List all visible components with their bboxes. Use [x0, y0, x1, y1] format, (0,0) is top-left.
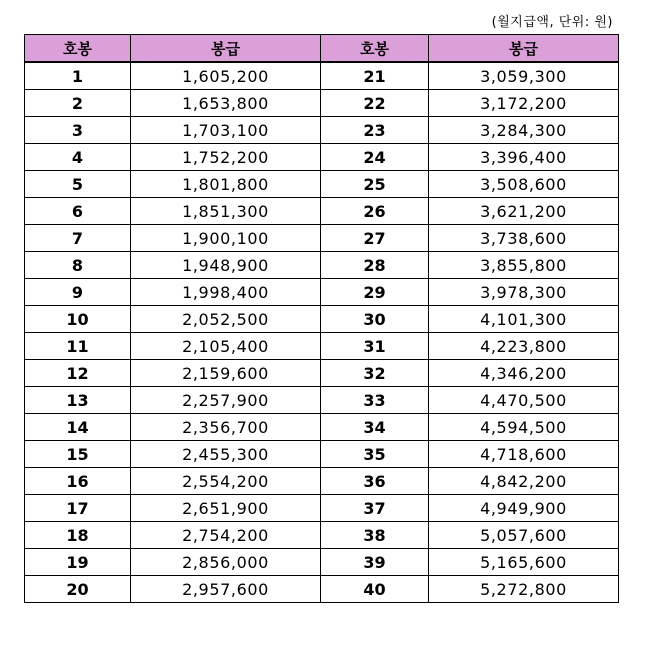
grade-right-cell: 38 [321, 522, 429, 549]
header-grade-right: 호봉 [321, 35, 429, 63]
table-row [25, 225, 619, 252]
grade-right-cell: 26 [321, 198, 429, 225]
grade-right-cell: 35 [321, 441, 429, 468]
grade-left-cell: 3 [25, 117, 131, 144]
grade-left-cell: 11 [25, 333, 131, 360]
grade-right-cell: 23 [321, 117, 429, 144]
grade-right-cell: 39 [321, 549, 429, 576]
grade-left-cell: 17 [25, 495, 131, 522]
grade-right-cell: 40 [321, 576, 429, 603]
grade-left-cell: 16 [25, 468, 131, 495]
salary-left-cell: 1,703,100 [131, 117, 321, 144]
grade-right-cell: 34 [321, 414, 429, 441]
salary-right-cell: 3,396,400 [429, 144, 619, 171]
table-row [25, 144, 619, 171]
salary-right-cell: 4,470,500 [429, 387, 619, 414]
header-row [25, 35, 619, 63]
table-row [25, 90, 619, 117]
grade-left-cell: 14 [25, 414, 131, 441]
table-row [25, 549, 619, 576]
table-row [25, 468, 619, 495]
unit-note: (월지급액, 단위: 원) [491, 15, 613, 30]
grade-left-cell: 5 [25, 171, 131, 198]
header-salary-left: 봉급 [131, 35, 321, 63]
salary-right-cell: 4,842,200 [429, 468, 619, 495]
table-row [25, 252, 619, 279]
grade-right-cell: 30 [321, 306, 429, 333]
table-row [25, 171, 619, 198]
grade-right-cell: 21 [321, 62, 429, 90]
table-row [25, 414, 619, 441]
salary-right-cell: 3,508,600 [429, 171, 619, 198]
salary-right-cell: 5,272,800 [429, 576, 619, 603]
salary-left-cell: 1,900,100 [131, 225, 321, 252]
grade-left-cell: 19 [25, 549, 131, 576]
grade-left-cell: 13 [25, 387, 131, 414]
salary-right-cell: 3,172,200 [429, 90, 619, 117]
table-row [25, 495, 619, 522]
salary-left-cell: 2,554,200 [131, 468, 321, 495]
table-row [25, 279, 619, 306]
salary-left-cell: 2,651,900 [131, 495, 321, 522]
grade-right-cell: 37 [321, 495, 429, 522]
grade-right-cell: 36 [321, 468, 429, 495]
salary-left-cell: 1,605,200 [131, 62, 321, 90]
salary-right-cell: 3,621,200 [429, 198, 619, 225]
grade-left-cell: 9 [25, 279, 131, 306]
salary-left-cell: 2,455,300 [131, 441, 321, 468]
grade-left-cell: 10 [25, 306, 131, 333]
table-row [25, 522, 619, 549]
salary-left-cell: 2,754,200 [131, 522, 321, 549]
header-salary-right: 봉급 [429, 35, 619, 63]
grade-right-cell: 31 [321, 333, 429, 360]
table-row [25, 360, 619, 387]
salary-left-cell: 2,356,700 [131, 414, 321, 441]
grade-left-cell: 15 [25, 441, 131, 468]
salary-left-cell: 2,257,900 [131, 387, 321, 414]
table-row [25, 576, 619, 603]
table-row [25, 62, 619, 90]
grade-left-cell: 7 [25, 225, 131, 252]
table-row [25, 117, 619, 144]
grade-right-cell: 29 [321, 279, 429, 306]
grade-left-cell: 1 [25, 62, 131, 90]
salary-left-cell: 2,052,500 [131, 306, 321, 333]
salary-right-cell: 5,057,600 [429, 522, 619, 549]
salary-left-cell: 2,105,400 [131, 333, 321, 360]
grade-right-cell: 32 [321, 360, 429, 387]
salary-left-cell: 1,998,400 [131, 279, 321, 306]
salary-left-cell: 2,159,600 [131, 360, 321, 387]
grade-left-cell: 2 [25, 90, 131, 117]
header-grade-left: 호봉 [25, 35, 131, 63]
table-row [25, 198, 619, 225]
salary-right-cell: 4,101,300 [429, 306, 619, 333]
table-body [25, 62, 619, 603]
salary-right-cell: 3,855,800 [429, 252, 619, 279]
salary-table [24, 34, 619, 603]
salary-right-cell: 3,738,600 [429, 225, 619, 252]
grade-left-cell: 8 [25, 252, 131, 279]
salary-left-cell: 1,948,900 [131, 252, 321, 279]
salary-right-cell: 4,949,900 [429, 495, 619, 522]
salary-left-cell: 1,851,300 [131, 198, 321, 225]
grade-left-cell: 6 [25, 198, 131, 225]
grade-right-cell: 28 [321, 252, 429, 279]
grade-left-cell: 12 [25, 360, 131, 387]
grade-left-cell: 4 [25, 144, 131, 171]
salary-left-cell: 1,653,800 [131, 90, 321, 117]
salary-right-cell: 4,346,200 [429, 360, 619, 387]
table-row [25, 387, 619, 414]
salary-right-cell: 3,284,300 [429, 117, 619, 144]
salary-left-cell: 2,957,600 [131, 576, 321, 603]
salary-left-cell: 1,752,200 [131, 144, 321, 171]
grade-right-cell: 25 [321, 171, 429, 198]
salary-right-cell: 5,165,600 [429, 549, 619, 576]
salary-right-cell: 4,223,800 [429, 333, 619, 360]
salary-right-cell: 4,718,600 [429, 441, 619, 468]
table-row [25, 333, 619, 360]
grade-left-cell: 20 [25, 576, 131, 603]
salary-left-cell: 1,801,800 [131, 171, 321, 198]
grade-right-cell: 22 [321, 90, 429, 117]
salary-right-cell: 3,978,300 [429, 279, 619, 306]
salary-right-cell: 3,059,300 [429, 62, 619, 90]
table-row [25, 306, 619, 333]
grade-right-cell: 24 [321, 144, 429, 171]
grade-left-cell: 18 [25, 522, 131, 549]
grade-right-cell: 33 [321, 387, 429, 414]
salary-left-cell: 2,856,000 [131, 549, 321, 576]
salary-right-cell: 4,594,500 [429, 414, 619, 441]
grade-right-cell: 27 [321, 225, 429, 252]
table-row [25, 441, 619, 468]
